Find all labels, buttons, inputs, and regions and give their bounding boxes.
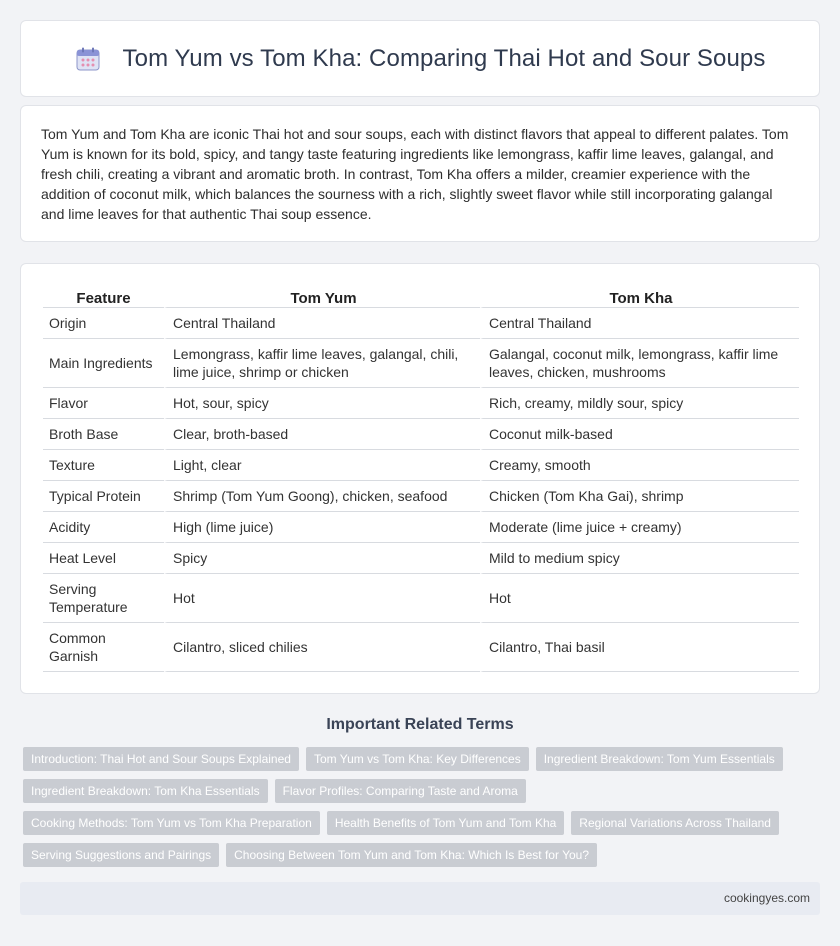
feature-cell: Common Garnish (43, 623, 164, 672)
header (75, 45, 766, 73)
intro-paragraph: Tom Yum and Tom Kha are iconic Thai hot and sour soups, each with distinct flavors that appeal to different palates. Tom Yum is known for its bold, spicy, and tangy taste featuring ingredients like lemongrass, kaffir lime leaves, galangal, and fresh chili, creating a vibrant and aromatic broth. In contrast, Tom Kha offers a milder, creamier experience with the addition of coconut milk, which balances the sourness with a rich, slightly sweet flavor while still incorporating galangal and lime leaves for that authentic Thai soup essence. (41, 126, 789, 222)
tag-row (23, 779, 823, 803)
related-tag[interactable]: Serving Suggestions and Pairings (23, 843, 219, 867)
intro-card (20, 105, 820, 242)
tom-yum-cell: Clear, broth-based (164, 419, 480, 450)
feature-cell: Flavor (43, 388, 164, 419)
feature-cell: Origin (43, 308, 164, 339)
table-row (43, 419, 799, 450)
tom-kha-cell: Galangal, coconut milk, lemongrass, kaffir lime leaves, chicken, mushrooms (480, 339, 799, 388)
tom-kha-cell: Coconut milk-based (480, 419, 799, 450)
tag-row (23, 843, 823, 867)
table-row (43, 574, 799, 623)
comparison-table-card (20, 263, 820, 694)
comparison-table (43, 284, 799, 672)
related-tag[interactable]: Tom Yum vs Tom Kha: Key Differences (306, 747, 529, 771)
header-card (20, 20, 820, 97)
tom-kha-cell: Hot (480, 574, 799, 623)
related-terms-title: Important Related Terms (326, 716, 514, 733)
tom-kha-cell: Creamy, smooth (480, 450, 799, 481)
header-tom-yum: Tom Yum (164, 284, 480, 308)
tag-row (23, 811, 823, 835)
tom-kha-cell: Moderate (lime juice + creamy) (480, 512, 799, 543)
table-row (43, 450, 799, 481)
tom-yum-cell: Spicy (164, 543, 480, 574)
page-title: Tom Yum vs Tom Kha: Comparing Thai Hot and Sour Soups (122, 44, 766, 72)
footer (20, 882, 820, 915)
table-row (43, 623, 799, 672)
table-row (43, 481, 799, 512)
header-tom-kha: Tom Kha (480, 284, 799, 308)
table-row (43, 543, 799, 574)
tom-yum-cell: Shrimp (Tom Yum Goong), chicken, seafood (164, 481, 480, 512)
table-header-row (43, 284, 799, 308)
related-tag[interactable]: Health Benefits of Tom Yum and Tom Kha (327, 811, 564, 835)
tom-kha-cell: Cilantro, Thai basil (480, 623, 799, 672)
related-tag[interactable]: Ingredient Breakdown: Tom Yum Essentials (536, 747, 783, 771)
related-tag[interactable]: Regional Variations Across Thailand (571, 811, 779, 835)
feature-cell: Acidity (43, 512, 164, 543)
feature-cell: Main Ingredients (43, 339, 164, 388)
tom-yum-cell: Hot (164, 574, 480, 623)
table-row (43, 308, 799, 339)
tom-yum-cell: Hot, sour, spicy (164, 388, 480, 419)
tom-yum-cell: Light, clear (164, 450, 480, 481)
tom-yum-cell: High (lime juice) (164, 512, 480, 543)
tom-yum-cell: Cilantro, sliced chilies (164, 623, 480, 672)
header-feature: Feature (43, 284, 164, 308)
site-link[interactable]: cookingyes.com (723, 891, 810, 905)
related-tag[interactable]: Ingredient Breakdown: Tom Kha Essentials (23, 779, 268, 803)
tag-row (23, 747, 823, 771)
feature-cell: Texture (43, 450, 164, 481)
tom-kha-cell: Mild to medium spicy (480, 543, 799, 574)
tom-yum-cell: Central Thailand (164, 308, 480, 339)
feature-cell: Broth Base (43, 419, 164, 450)
related-tag[interactable]: Cooking Methods: Tom Yum vs Tom Kha Preparation (23, 811, 320, 835)
tom-kha-cell: Rich, creamy, mildly sour, spicy (480, 388, 799, 419)
tom-yum-cell: Lemongrass, kaffir lime leaves, galangal, chili, lime juice, shrimp or chicken (164, 339, 480, 388)
feature-cell: Serving Temperature (43, 574, 164, 623)
tom-kha-cell: Central Thailand (480, 308, 799, 339)
related-terms-tags (23, 747, 823, 875)
calendar-icon (75, 46, 101, 72)
related-tag[interactable]: Flavor Profiles: Comparing Taste and Aroma (275, 779, 526, 803)
feature-cell: Typical Protein (43, 481, 164, 512)
tom-kha-cell: Chicken (Tom Kha Gai), shrimp (480, 481, 799, 512)
table-row (43, 512, 799, 543)
related-tag[interactable]: Choosing Between Tom Yum and Tom Kha: Which Is Best for You? (226, 843, 597, 867)
table-row (43, 339, 799, 388)
feature-cell: Heat Level (43, 543, 164, 574)
table-row (43, 388, 799, 419)
related-tag[interactable]: Introduction: Thai Hot and Sour Soups Explained (23, 747, 299, 771)
